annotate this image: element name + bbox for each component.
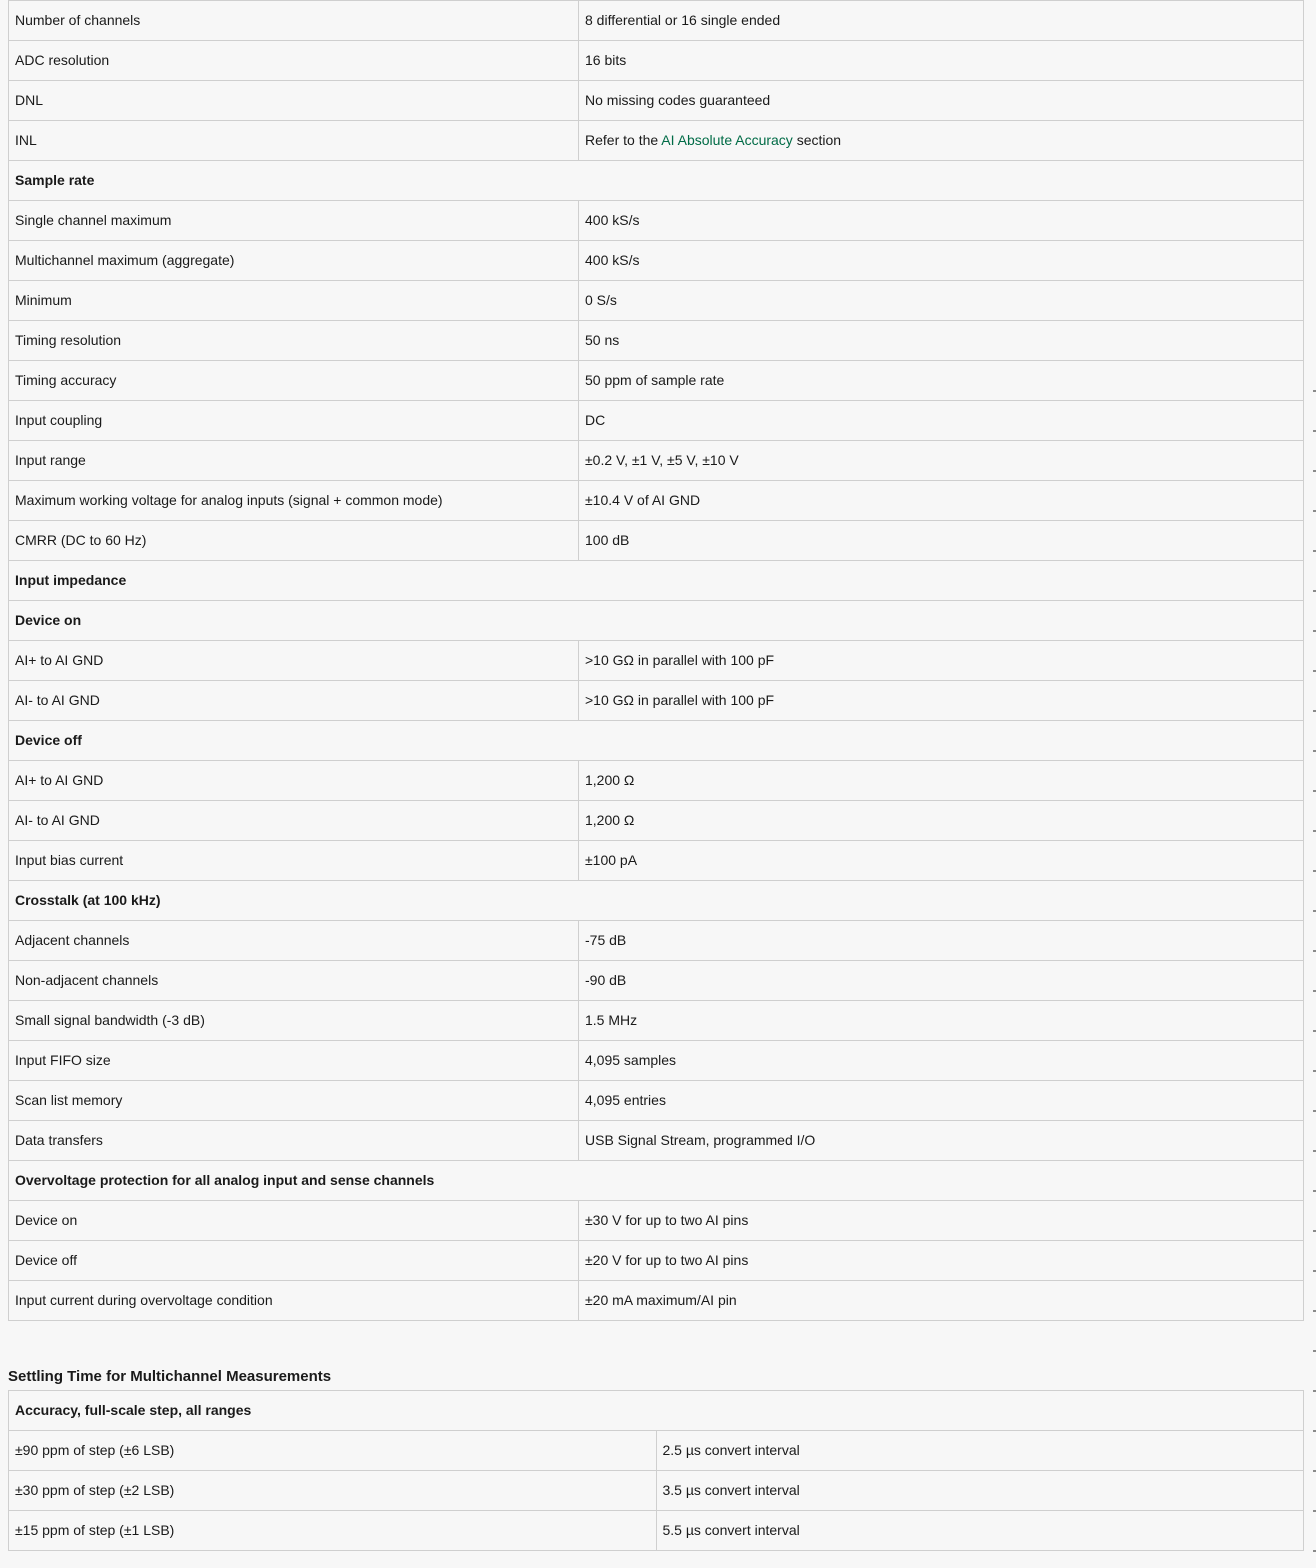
value-prefix-text: Refer to the xyxy=(585,132,662,148)
section-heading-overvoltage-protection-for-all-analog-input-and-sense-channels: Overvoltage protection for all analog input and sense channels xyxy=(9,1161,1304,1201)
table-row xyxy=(9,801,1304,841)
spec-value: ±100 pA xyxy=(579,841,1304,881)
table-row xyxy=(9,921,1304,961)
table-row xyxy=(9,1431,1304,1471)
spec-label: Input FIFO size xyxy=(9,1041,579,1081)
spec-label: Maximum working voltage for analog inputs (signal + common mode) xyxy=(9,481,579,521)
spec-label: ±90 ppm of step (±6 LSB) xyxy=(9,1431,657,1471)
section-row xyxy=(9,601,1304,641)
spec-value: -75 dB xyxy=(579,921,1304,961)
section-heading-input-impedance: Input impedance xyxy=(9,561,1304,601)
table-row xyxy=(9,81,1304,121)
spec-value: 3.5 µs convert interval xyxy=(656,1471,1304,1511)
table-row xyxy=(9,961,1304,1001)
spec-value: 4,095 entries xyxy=(579,1081,1304,1121)
table-row xyxy=(9,41,1304,81)
spec-label: ±30 ppm of step (±2 LSB) xyxy=(9,1471,657,1511)
spec-value: 16 bits xyxy=(579,41,1304,81)
spec-label: ±15 ppm of step (±1 LSB) xyxy=(9,1511,657,1551)
table-row xyxy=(9,1471,1304,1511)
spec-value: 50 ns xyxy=(579,321,1304,361)
table-row xyxy=(9,521,1304,561)
table-row xyxy=(9,281,1304,321)
table-row xyxy=(9,401,1304,441)
value-suffix-text: section xyxy=(792,132,842,148)
settling-time-table xyxy=(8,1390,1304,1551)
spec-label: Minimum xyxy=(9,281,579,321)
spec-value: 4,095 samples xyxy=(579,1041,1304,1081)
table-row xyxy=(9,841,1304,881)
table-row xyxy=(9,641,1304,681)
spec-label: Timing resolution xyxy=(9,321,579,361)
spec-value: 2.5 µs convert interval xyxy=(656,1431,1304,1471)
spec-value: >10 GΩ in parallel with 100 pF xyxy=(579,641,1304,681)
section-heading-crosstalk-at-100-khz: Crosstalk (at 100 kHz) xyxy=(9,881,1304,921)
spec-label: Number of channels xyxy=(9,1,579,41)
spec-value: >10 GΩ in parallel with 100 pF xyxy=(579,681,1304,721)
section-heading-accuracy-full-scale-step-all-ranges: Accuracy, full-scale step, all ranges xyxy=(9,1391,1304,1431)
spec-value: DC xyxy=(579,401,1304,441)
spec-label: Input coupling xyxy=(9,401,579,441)
spec-value: 400 kS/s xyxy=(579,241,1304,281)
spec-value: 100 dB xyxy=(579,521,1304,561)
section-row xyxy=(9,1161,1304,1201)
table-row xyxy=(9,1201,1304,1241)
table-row xyxy=(9,1281,1304,1321)
spec-value: 1.5 MHz xyxy=(579,1001,1304,1041)
section-row xyxy=(9,721,1304,761)
section-row xyxy=(9,1391,1304,1431)
table-row xyxy=(9,481,1304,521)
spec-label: AI- to AI GND xyxy=(9,681,579,721)
spec-value: ±30 V for up to two AI pins xyxy=(579,1201,1304,1241)
table-row xyxy=(9,1081,1304,1121)
table-row xyxy=(9,761,1304,801)
table-row xyxy=(9,1241,1304,1281)
spec-value: No missing codes guaranteed xyxy=(579,81,1304,121)
spec-value: 400 kS/s xyxy=(579,201,1304,241)
spec-value: ±10.4 V of AI GND xyxy=(579,481,1304,521)
table-row xyxy=(9,321,1304,361)
section-row xyxy=(9,161,1304,201)
spec-value xyxy=(579,121,1304,161)
spec-label: AI- to AI GND xyxy=(9,801,579,841)
table-row xyxy=(9,361,1304,401)
spec-label: Adjacent channels xyxy=(9,921,579,961)
spec-value: 1,200 Ω xyxy=(579,801,1304,841)
spec-label: Input current during overvoltage condition xyxy=(9,1281,579,1321)
section-row xyxy=(9,561,1304,601)
table-row xyxy=(9,1511,1304,1551)
spec-value: 5.5 µs convert interval xyxy=(656,1511,1304,1551)
spec-label: ADC resolution xyxy=(9,41,579,81)
section-heading-device-on: Device on xyxy=(9,601,1304,641)
section-row xyxy=(9,881,1304,921)
table-row xyxy=(9,441,1304,481)
spec-value: 0 S/s xyxy=(579,281,1304,321)
spec-value: 1,200 Ω xyxy=(579,761,1304,801)
spec-label: AI+ to AI GND xyxy=(9,641,579,681)
spec-label: Non-adjacent channels xyxy=(9,961,579,1001)
spec-value: USB Signal Stream, programmed I/O xyxy=(579,1121,1304,1161)
table-row xyxy=(9,1121,1304,1161)
spec-value: ±0.2 V, ±1 V, ±5 V, ±10 V xyxy=(579,441,1304,481)
spec-label: Multichannel maximum (aggregate) xyxy=(9,241,579,281)
spec-label: Input bias current xyxy=(9,841,579,881)
settling-time-heading: Settling Time for Multichannel Measurements xyxy=(8,1368,332,1385)
spec-label: Device off xyxy=(9,1241,579,1281)
ai-absolute-accuracy-link[interactable]: AI Absolute Accuracy xyxy=(661,132,793,148)
spec-value: 50 ppm of sample rate xyxy=(579,361,1304,401)
table-row xyxy=(9,681,1304,721)
spec-label: DNL xyxy=(9,81,579,121)
table-row xyxy=(9,241,1304,281)
table-row xyxy=(9,1,1304,41)
table-row xyxy=(9,1001,1304,1041)
spec-label: INL xyxy=(9,121,579,161)
spec-value: 8 differential or 16 single ended xyxy=(579,1,1304,41)
spec-label: Small signal bandwidth (-3 dB) xyxy=(9,1001,579,1041)
spec-label: AI+ to AI GND xyxy=(9,761,579,801)
section-heading-device-off: Device off xyxy=(9,721,1304,761)
spec-label: Single channel maximum xyxy=(9,201,579,241)
scrollbar-edge-marks xyxy=(1312,380,1316,1560)
spec-label: Data transfers xyxy=(9,1121,579,1161)
table-row xyxy=(9,201,1304,241)
section-heading-sample-rate: Sample rate xyxy=(9,161,1304,201)
spec-label: Timing accuracy xyxy=(9,361,579,401)
spec-label: Device on xyxy=(9,1201,579,1241)
spec-value: -90 dB xyxy=(579,961,1304,1001)
analog-input-spec-table xyxy=(8,0,1304,1321)
spec-value: ±20 V for up to two AI pins xyxy=(579,1241,1304,1281)
spec-label: CMRR (DC to 60 Hz) xyxy=(9,521,579,561)
spec-value: ±20 mA maximum/AI pin xyxy=(579,1281,1304,1321)
spec-label: Input range xyxy=(9,441,579,481)
table-row xyxy=(9,121,1304,161)
table-row xyxy=(9,1041,1304,1081)
spec-label: Scan list memory xyxy=(9,1081,579,1121)
